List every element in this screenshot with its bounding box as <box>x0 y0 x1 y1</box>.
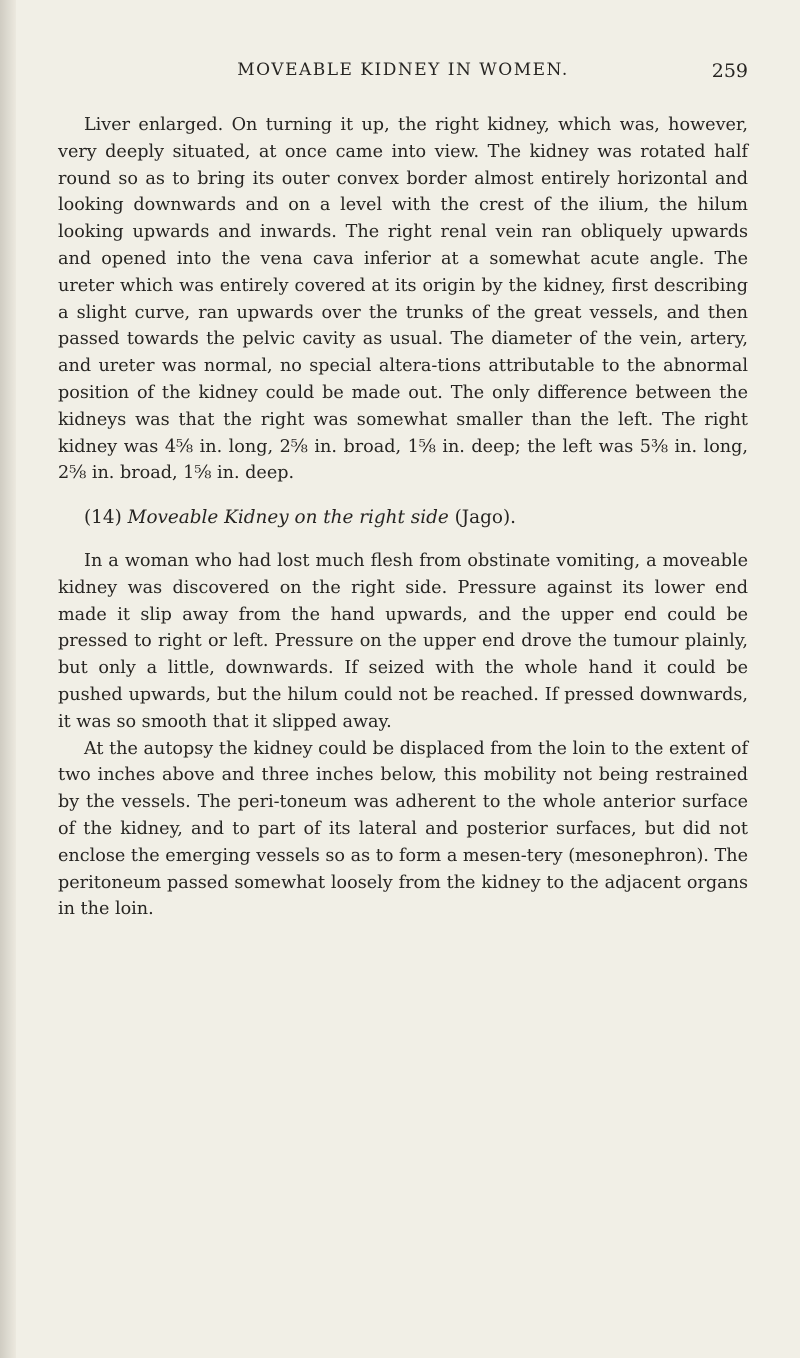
running-head <box>58 60 748 100</box>
section-author: (Jago). <box>454 507 516 529</box>
paragraph-case-description: In a woman who had lost much flesh from obstinate vomiting, a moveable kidney was discovered on the right side. Pressure against its lower end made it slip away from the hand upwards, and the upper end could be pressed to right or left. Pressure on the upper end drove the tumour plainly, but only a little, downwards. If seized with the whole hand it could be pushed upwards, but the hilum could not be reached. If pressed downwards, it was so smooth that it slipped away. <box>58 550 748 732</box>
paragraph-liver-enlarged: Liver enlarged. On turning it up, the right kidney, which was, however, very deeply situated, at once came into view. The kidney was rotated half round so as to bring its outer convex border almost entirely horizontal and looking downwards and on a level with the crest of the ilium, the hilum looking upwards and inwards. The right renal vein ran obliquely upwards and opened into the vena cava inferior at a somewhat acute angle. The ureter which was entirely covered at its origin by the kidney, first describing a slight curve, ran upwards over the trunks of the great vessels, and then passed towards the pelvic cavity as usual. The diameter of the vein, artery, and ureter was normal, no special altera-tions attributable to the abnormal position of the kidney could be made out. The only difference between the kidneys was that the right was somewhat smaller than the left. The right kidney was 4⅝ in. long, 2⅝ in. broad, 1⅝ in. deep; the left was 5⅜ in. long, 2⅝ in. broad, 1⅝ in. deep. <box>58 115 748 484</box>
paragraph-autopsy: At the autopsy the kidney could be displaced from the loin to the extent of two inches above and three inches below, this mobility not being restrained by the vessels. The peri-toneum was adherent to the whole anterior surface of the kidney, and to part of its lateral and posterior surfaces, but did not enclose the emerging vessels so as to form a mesen-tery (mesonephron). The peritoneum passed somewhat loosely from the kidney to the adjacent organs in the loin. <box>58 738 748 920</box>
section-title: Moveable Kidney on the right side <box>127 507 449 529</box>
page-edge-shadow <box>0 0 16 1358</box>
section-number: (14) <box>84 507 122 529</box>
page-number: 259 <box>711 60 748 82</box>
running-title: MOVEABLE KIDNEY IN WOMEN. <box>237 60 569 80</box>
section-heading <box>58 505 748 532</box>
book-page <box>58 60 748 923</box>
